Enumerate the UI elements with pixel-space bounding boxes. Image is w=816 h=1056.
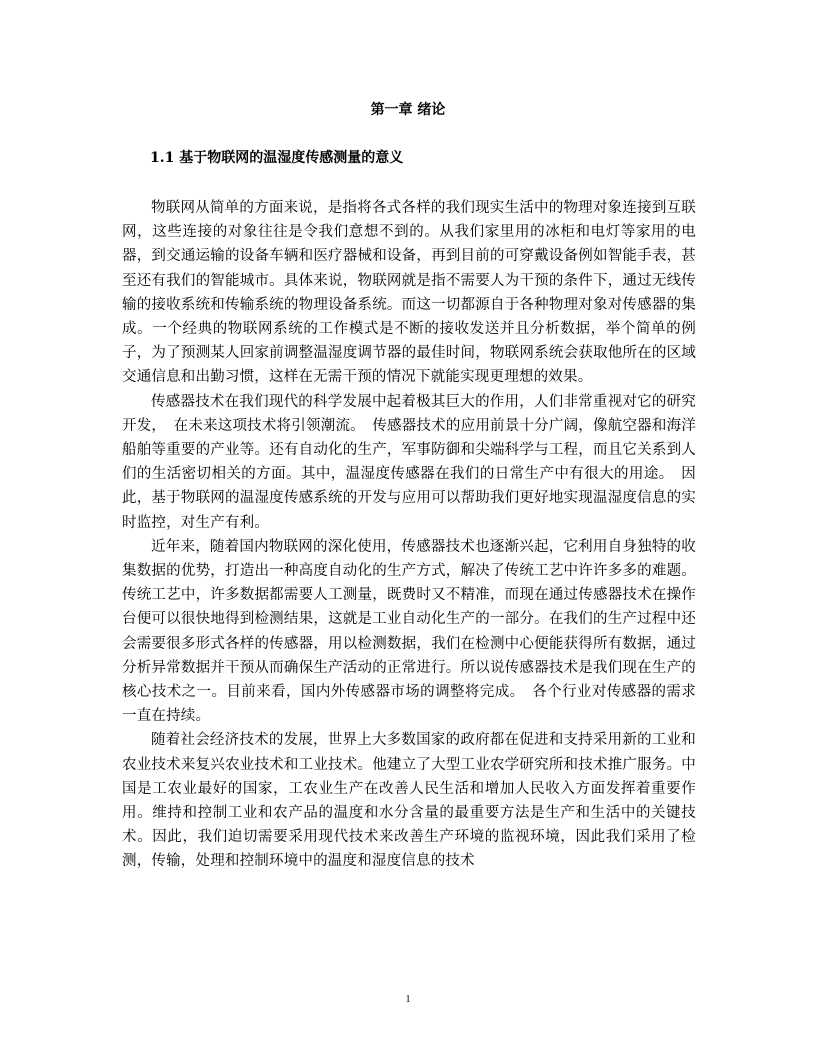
chapter-title: 第一章 绪论 — [370, 102, 446, 118]
paragraph-iot-definition: 物联网从简单的方面来说，是指将各式各样的我们现实生活中的物理对象连接到互联网，这些连接的对象往往是令我们意想不到的。从我们家里用的冰柜和电灯等家用的电器，到交通运输的设备车辆和医疗器械和设备，再到目前的可穿戴设备例如智能手表，甚至还有我们的智能城市。具体来说，物联网就是指不需要人为干预的条件下，通过无线传输的接收系统和传输系统的物理设备系统。而这一切都源自于各种物理对象对传感器的集成。一个经典的物联网系统的工作模式是不断的接收发送并且分析数据，举个简单的例子，为了预测某人回家前调整温湿度调节器的最佳时间，物联网系统会获取他所在的区域交通信息和出勤习惯，这样在无需干预的情况下就能实现更理想的效果。 — [122, 200, 696, 386]
paragraph-economic-development: 随着社会经济技术的发展，世界上大多数国家的政府都在促进和支持采用新的工业和农业技术来复兴农业技术和工业技术。他建立了大型工业农学研究所和技术推广服务。中国是工农业最好的国家，工农业生产在改善人民生活和增加人民收入方面发挥着重要作用。维持和控制工业和农产品的温度和水分含量的最重要方法是生产和生活中的关键技术。因此，我们迫切需要采用现代技术来改善生产环境的监视环境，因此我们采用了检测，传输，处理和控制环境中的温度和湿度信息的技术 — [122, 732, 696, 870]
page-number: 1 — [405, 994, 411, 1005]
paragraph-industrial-automation: 近年来，随着国内物联网的深化使用，传感器技术也逐渐兴起，它利用自身独特的收集数据的优势，打造出一种高度自动化的生产方式，解决了传统工艺中许许多多的难题。传统工艺中，许多数据都需要人工测量，既费时又不精准，而现在通过传感器技术在操作台便可以很快地得到检测结果，这就是工业自动化生产的一部分。在我们的生产过程中还会需要很多形式各样的传感器，用以检测数据，我们在检测中心便能获得所有数据，通过分析异常数据并干预从而确保生产活动的正常进行。所以说传感器技术是我们现在生产的核心技术之一。目前来看，国内外传感器市场的调整将完成。 各个行业对传感器的需求一直在持续。 — [122, 538, 696, 725]
body-text — [122, 196, 696, 874]
section-heading: 1.1 基于物联网的温湿度传感测量的意义 — [150, 150, 404, 166]
paragraph-sensor-technology: 传感器技术在我们现代的科学发展中起着极其巨大的作用，人们非常重视对它的研究开发， 在未来这项技术将引领潮流。 传感器技术的应用前景十分广阔，像航空器和海洋船舶等重要的产业等。还有自动化的生产，军事防御和尖端科学与工程，而且它关系到人们的生活密切相关的方面。其中，温湿度传感器在我们的日常生产中有很大的用途。 因此，基于物联网的温湿度传感系统的开发与应用可以帮助我们更好地实现温湿度信息的实时监控，对生产有利。 — [122, 393, 696, 531]
